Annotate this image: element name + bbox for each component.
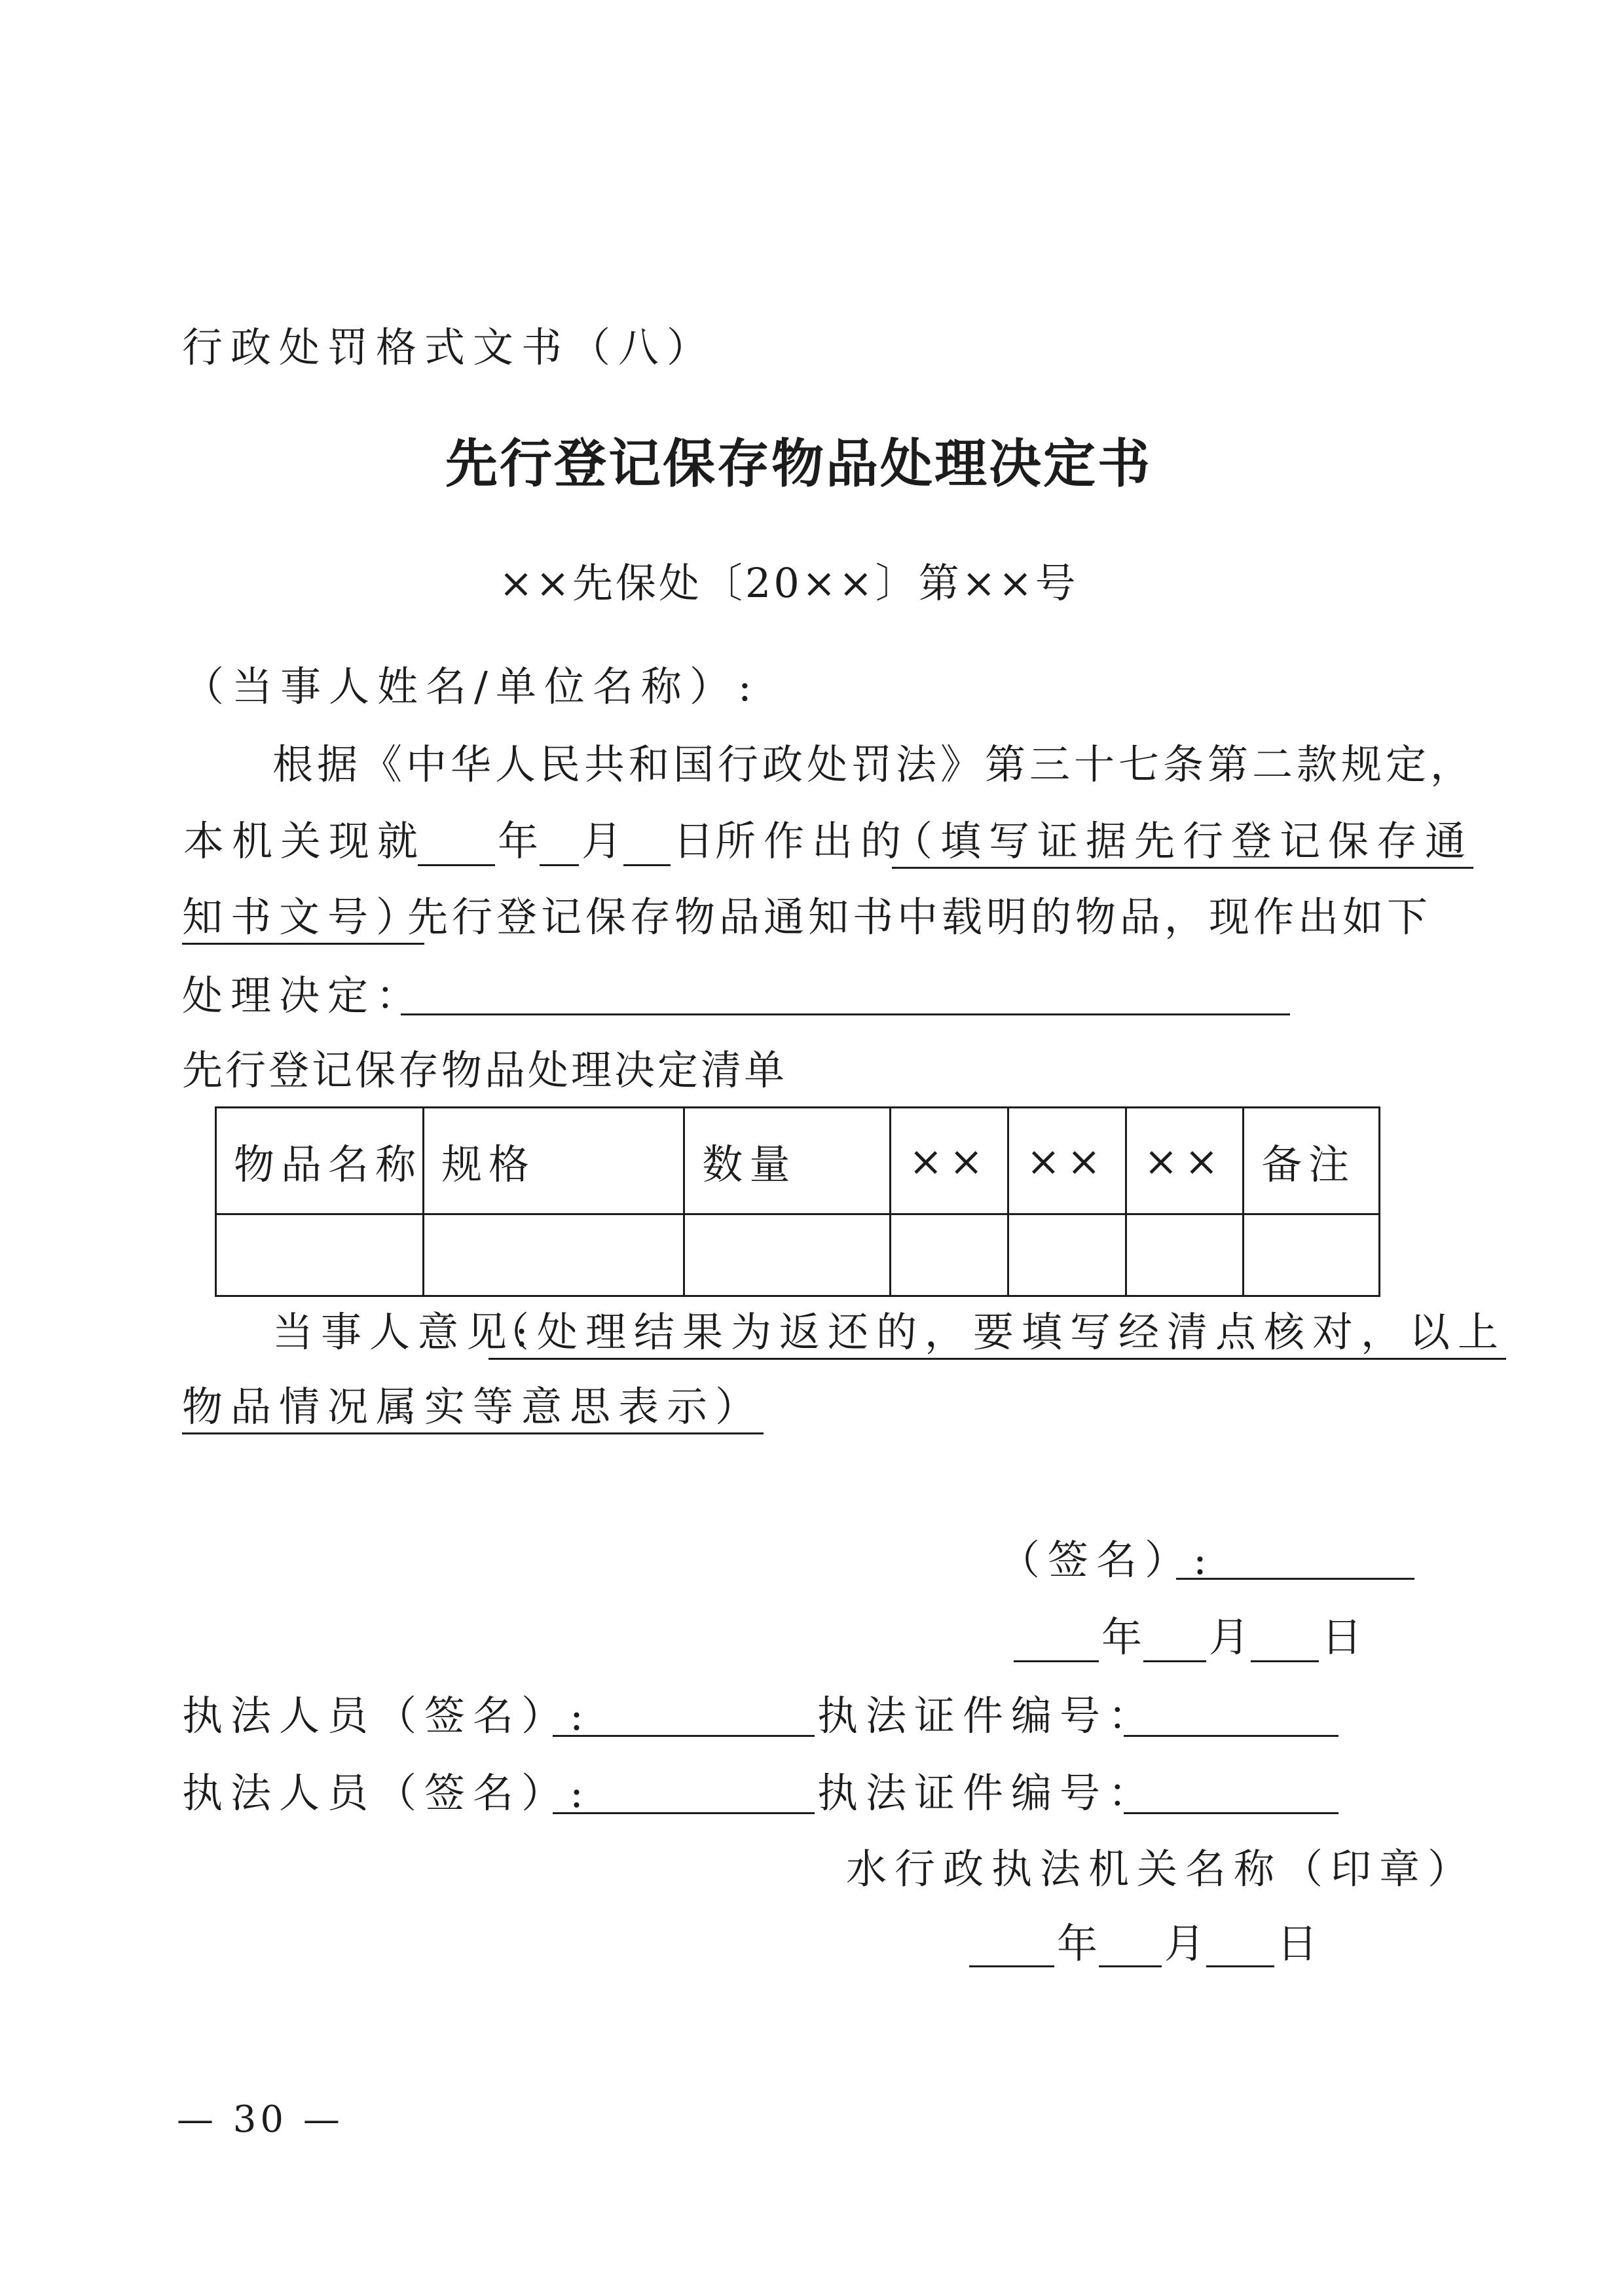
column-header: [891, 1108, 1008, 1214]
document-series-label: 行政处罚格式文书（八）: [182, 323, 716, 371]
column-header: [1244, 1108, 1380, 1214]
year-label: 年: [498, 817, 539, 865]
document-number: ××先保处〔20××〕第××号: [499, 559, 1079, 607]
table-cell[interactable]: [1244, 1214, 1380, 1296]
table-cell[interactable]: [684, 1214, 891, 1296]
table-cell[interactable]: [1126, 1214, 1244, 1296]
items-table: [215, 1106, 1380, 1297]
officer-2-cert-blank[interactable]: [1124, 1812, 1338, 1814]
agency-day-blank[interactable]: [1206, 1965, 1274, 1967]
agency-seal-label: 水行政执法机关名称（印章）: [846, 1845, 1477, 1893]
opinion-label: 当事人意见:: [272, 1308, 536, 1356]
signature-label: （签名）:: [999, 1536, 1215, 1584]
party-month-blank[interactable]: [1143, 1660, 1206, 1662]
column-header: [1008, 1108, 1126, 1214]
list-title: 先行登记保存物品处理决定清单: [182, 1046, 788, 1094]
agency-month-label: 月: [1164, 1920, 1206, 1967]
column-header: [1126, 1108, 1244, 1214]
column-header-label: 备注: [1261, 1140, 1356, 1188]
column-header: [424, 1108, 684, 1214]
notice-number-hint-continued[interactable]: 知书文号）: [182, 897, 424, 945]
table-header-row: [216, 1108, 1380, 1214]
page-number: — 30 —: [177, 2098, 344, 2141]
party-year-blank[interactable]: [1014, 1660, 1099, 1662]
officer-1-signature-blank[interactable]: [553, 1735, 815, 1737]
officer-1-cert-label: 执法证件编号：: [817, 1692, 1157, 1740]
opinion-hint[interactable]: （处理结果为返还的，要填写经清点核对，以上: [489, 1312, 1506, 1360]
month-label: 月: [581, 817, 623, 865]
agency-day-label: 日: [1277, 1920, 1318, 1967]
table-cell[interactable]: [424, 1214, 684, 1296]
party-day-blank[interactable]: [1251, 1660, 1319, 1662]
party-year-label: 年: [1101, 1613, 1143, 1661]
officer-2-label: 执法人员（签名）:: [182, 1769, 591, 1817]
decision-label: 处理决定：: [182, 972, 425, 1019]
legal-basis-text: 根据《中华人民共和国行政处罚法》第三十七条第二款规定，: [272, 740, 1475, 788]
reference-text-prefix: 本机关现就: [183, 817, 426, 865]
decision-blank[interactable]: [401, 1013, 1290, 1015]
agency-year-label: 年: [1057, 1920, 1098, 1967]
officer-1-cert-blank[interactable]: [1124, 1735, 1338, 1737]
party-day-label: 日: [1321, 1613, 1363, 1661]
table-cell[interactable]: [1008, 1214, 1126, 1296]
column-header: [684, 1108, 891, 1214]
party-name-label: （当事人姓名/单位名称）:: [183, 663, 760, 710]
opinion-hint-continued[interactable]: 物品情况属实等意思表示）: [182, 1387, 764, 1434]
party-signature-blank[interactable]: [1176, 1578, 1414, 1580]
agency-month-blank[interactable]: [1099, 1965, 1162, 1967]
year-blank[interactable]: [418, 864, 495, 866]
table-cell[interactable]: [891, 1214, 1008, 1296]
day-blank[interactable]: [623, 864, 671, 866]
agency-year-blank[interactable]: [969, 1965, 1054, 1967]
day-label: 日: [673, 817, 714, 865]
column-header-label: ××: [1026, 1137, 1108, 1185]
column-header: [216, 1108, 424, 1214]
column-header-label: 物品名称: [234, 1140, 423, 1188]
column-header-label: ××: [1143, 1137, 1225, 1185]
table-cell[interactable]: [216, 1214, 424, 1296]
officer-1-label: 执法人员（签名）:: [182, 1692, 591, 1740]
table-row: [216, 1214, 1380, 1296]
month-blank[interactable]: [540, 864, 579, 866]
officer-2-cert-label: 执法证件编号：: [817, 1769, 1157, 1817]
document-title: 先行登记保存物品处理决定书: [445, 433, 1152, 494]
column-header-label: 规格: [441, 1140, 536, 1188]
column-header-label: 数量: [702, 1140, 797, 1188]
notice-items-text: 先行登记保存物品通知书中载明的物品，现作出如下: [407, 893, 1432, 941]
made-text: 所作出的: [715, 817, 910, 865]
officer-2-signature-blank[interactable]: [553, 1812, 815, 1814]
party-month-label: 月: [1209, 1613, 1250, 1661]
column-header-label: ××: [908, 1137, 990, 1185]
notice-number-hint[interactable]: （填写证据先行登记保存通: [892, 821, 1473, 869]
